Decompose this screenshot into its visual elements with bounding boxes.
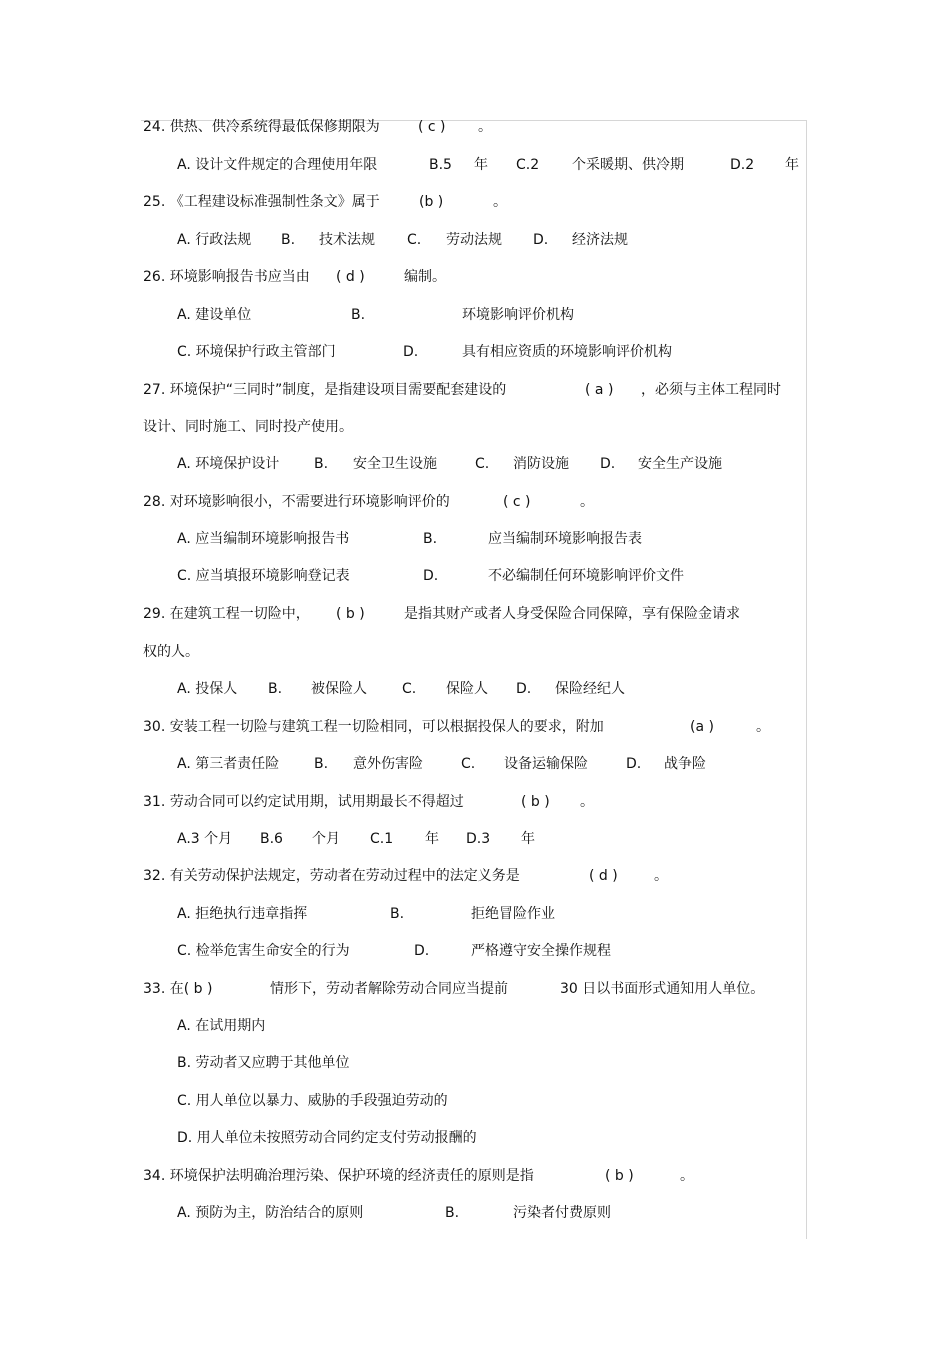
text-segment: (b ) (419, 194, 444, 210)
text-segment: 意外伤害险 (353, 756, 423, 772)
text-segment: C. (402, 681, 417, 697)
text-segment: 环境影响评价机构 (462, 307, 574, 323)
text-segment: 28. 对环境影响很小，不需要进行环境影响评价的 (143, 494, 450, 510)
text-segment: C. 用人单位以暴力、威胁的手段强迫劳动的 (177, 1093, 448, 1109)
text-segment: A. 预防为主，防治结合的原则 (177, 1205, 364, 1221)
text-segment: ( b ) (605, 1168, 634, 1184)
text-segment: 个采暖期、供冷期 (572, 157, 684, 173)
text-segment: 。 (680, 1168, 694, 1184)
text-segment: 27. 环境保护“三同时”制度，是指建设项目需要配套建设的 (143, 382, 507, 398)
text-segment: 24. 供热、供冷系统得最低保修期限为 (143, 119, 380, 135)
text-segment: A. 投保人 (177, 681, 238, 697)
text-segment: B. (268, 681, 283, 697)
text-segment: A. 第三者责任险 (177, 756, 280, 772)
text-segment: 技术法规 (319, 232, 375, 248)
text-segment: 设计、同时施工、同时投产使用。 (143, 419, 353, 435)
text-segment: 年 (521, 831, 535, 847)
text-segment: (a ) (690, 719, 714, 735)
text-segment: 设备运输保险 (504, 756, 588, 772)
text-segment: 。 (580, 794, 594, 810)
text-segment: 经济法规 (572, 232, 628, 248)
text-segment: ( a ) (585, 382, 614, 398)
text-segment: 29. 在建筑工程一切险中， (143, 606, 310, 622)
text-segment: A. 在试用期内 (177, 1018, 266, 1034)
text-segment: 30 日以书面形式通知用人单位。 (560, 981, 765, 997)
text-segment: 是指其财产或者人身受保险合同保障，享有保险金请求 (404, 606, 740, 622)
text-segment: 被保险人 (311, 681, 367, 697)
text-segment: D.3 (466, 831, 491, 847)
text-segment: 严格遵守安全操作规程 (471, 943, 611, 959)
text-segment: ( d ) (589, 868, 618, 884)
text-segment: 年 (425, 831, 439, 847)
text-segment: 32. 有关劳动保护法规定，劳动者在劳动过程中的法定义务是 (143, 868, 520, 884)
text-segment: D. (414, 943, 430, 959)
text-segment: B. (445, 1205, 460, 1221)
text-segment: 劳动法规 (446, 232, 502, 248)
text-segment: B.5 (429, 157, 452, 173)
text-segment: ( d ) (336, 269, 365, 285)
text-segment: 战争险 (664, 756, 706, 772)
text-segment: C.1 (370, 831, 394, 847)
text-segment: C. (475, 456, 490, 472)
text-segment: A. 行政法规 (177, 232, 252, 248)
text-segment: 年 (474, 157, 488, 173)
text-segment: C. (461, 756, 476, 772)
text-segment: A. 建设单位 (177, 307, 252, 323)
text-segment: B. (314, 456, 329, 472)
text-segment: 污染者付费原则 (513, 1205, 611, 1221)
text-segment: ，必须与主体工程同时 (641, 382, 781, 398)
text-segment: 情形下，劳动者解除劳动合同应当提前 (270, 981, 508, 997)
text-segment: C.2 (516, 157, 540, 173)
text-segment: B. (390, 906, 405, 922)
text-segment: B. 劳动者又应聘于其他单位 (177, 1055, 350, 1071)
text-segment: 26. 环境影响报告书应当由 (143, 269, 310, 285)
text-segment: C. (407, 232, 422, 248)
text-segment: B. (281, 232, 296, 248)
text-segment: B.6 (260, 831, 283, 847)
text-segment: D.2 (730, 157, 755, 173)
text-segment: 33. 在( b ) (143, 981, 213, 997)
text-segment: 安全卫生设施 (353, 456, 437, 472)
text-segment: 25. 《工程建设标准强制性条文》属于 (143, 194, 380, 210)
text-segment: C. 检举危害生命安全的行为 (177, 943, 350, 959)
text-segment: D. (600, 456, 616, 472)
text-segment: A. 应当编制环境影响报告书 (177, 531, 350, 547)
text-segment: 具有相应资质的环境影响评价机构 (462, 344, 672, 360)
text-segment: 。 (756, 719, 770, 735)
text-segment: ( c ) (418, 119, 446, 135)
text-segment: 年 (785, 157, 799, 173)
text-segment: 31. 劳动合同可以约定试用期，试用期最长不得超过 (143, 794, 464, 810)
text-segment: 应当编制环境影响报告表 (488, 531, 642, 547)
text-segment: 。 (478, 119, 492, 135)
text-segment: 。 (493, 194, 507, 210)
text-segment: 30. 安装工程一切险与建筑工程一切险相同，可以根据投保人的要求，附加 (143, 719, 604, 735)
text-segment: C. 环境保护行政主管部门 (177, 344, 336, 360)
text-segment: ( b ) (336, 606, 365, 622)
text-segment: D. (423, 568, 439, 584)
text-segment: 消防设施 (513, 456, 569, 472)
text-segment: 保险经纪人 (555, 681, 625, 697)
text-segment: B. (423, 531, 438, 547)
text-segment: ( c ) (503, 494, 531, 510)
text-segment: 编制。 (404, 269, 446, 285)
text-segment: D. (626, 756, 642, 772)
text-segment: D. (533, 232, 549, 248)
text-segment: A.3 个月 (177, 831, 233, 847)
text-segment: D. (403, 344, 419, 360)
text-segment: 权的人。 (143, 644, 199, 660)
text-segment: 。 (580, 494, 594, 510)
text-segment: 34. 环境保护法明确治理污染、保护环境的经济责任的原则是指 (143, 1168, 534, 1184)
text-segment: A. 设计文件规定的合理使用年限 (177, 157, 378, 173)
text-segment: 保险人 (446, 681, 488, 697)
text-segment: A. 拒绝执行违章指挥 (177, 906, 308, 922)
text-segment: 个月 (312, 831, 340, 847)
text-segment: A. 环境保护设计 (177, 456, 280, 472)
text-segment: D. 用人单位未按照劳动合同约定支付劳动报酬的 (177, 1130, 477, 1146)
text-segment: 拒绝冒险作业 (471, 906, 555, 922)
text-segment: B. (351, 307, 366, 323)
text-segment: 安全生产设施 (638, 456, 722, 472)
text-segment: D. (516, 681, 532, 697)
text-segment: ( b ) (521, 794, 550, 810)
text-segment: B. (314, 756, 329, 772)
text-segment: 。 (654, 868, 668, 884)
text-segment: C. 应当填报环境影响登记表 (177, 568, 350, 584)
text-segment: 不必编制任何环境影响评价文件 (488, 568, 684, 584)
